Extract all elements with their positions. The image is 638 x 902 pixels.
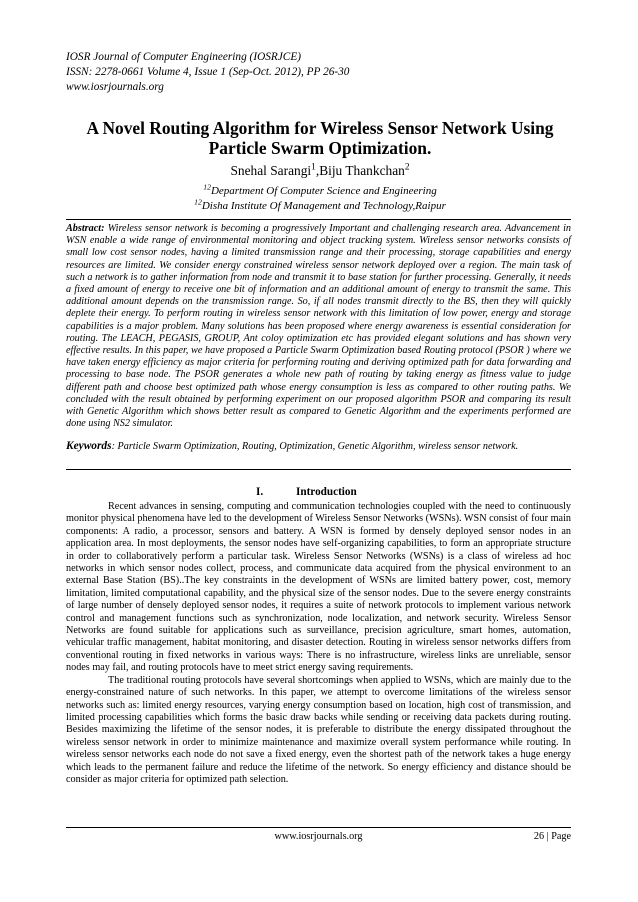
journal-issn: ISSN: 2278-0661 Volume 4, Issue 1 (Sep-Oct. 2012), PP 26-30 — [66, 66, 350, 78]
section-title: Introduction — [296, 486, 357, 498]
abstract-bottom-rule — [66, 469, 571, 470]
paragraph: The traditional routing protocols have several shortcomings when applied to WSNs, which are mainly due to the energy-constrained nature of such networks. In this paper, we attempt to overcome limitations of the wireless sensor networks such as: limited energy resources, varying energy consumption based on location, high cost of transmission, and limited processing capabilities which forms the basic draw backs while sending or receiving data packets during routing. Besides maximizing the lifetime of the sensor nodes, it is preferable to distribute the energy dissipated throughout the wireless sensor network in order to minimize maintenance and maximize overall system performance while routing. In wireless sensor networks each node do not save a fixed energy, even the shortest path of the network takes a huge energy which leads to the permanent failure and reduce the lifetime of the network. So energy efficiency and distance should be consider as major criteria for optimized path selection. — [66, 674, 571, 785]
page-number: 26 | Page — [533, 831, 571, 842]
keywords-text: : Particle Swarm Optimization, Routing, Optimization, Genetic Algorithm, wireless sensor network. — [111, 441, 519, 452]
keywords-label: Keywords — [66, 440, 112, 452]
author-line — [40, 163, 600, 179]
title-line-2: Particle Swarm Optimization. — [208, 138, 432, 158]
introduction-body — [66, 501, 571, 786]
paper-title — [40, 118, 600, 158]
footer-url: www.iosrjournals.org — [274, 831, 363, 842]
section-number: I. — [256, 486, 264, 498]
journal-name: IOSR Journal of Computer Engineering (IOSRJCE) — [66, 51, 301, 63]
affiliation-2 — [40, 199, 600, 213]
affiliation-2-text: Disha Institute Of Management and Technology,Raipur — [201, 200, 446, 212]
title-line-1: A Novel Routing Algorithm for Wireless Sensor Network Using — [86, 118, 554, 138]
paragraph: Recent advances in sensing, computing and communication technologies coupled with the need to continuously monitor physical phenomena have led to the development of Wireless Sensor Networks (WSNs). WSN consist of four main components: A radio, a processor, sensors and battery. A WSN is formed by densely deployed sensor nodes in an application area. In most deployments, the sensor nodes have self-organizing capabilities, to form an appropriate structure in order to collaboratively perform a particular task. Wireless Sensor Networks (WSNs) is a class of wireless ad hoc networks in which sensor nodes collect, process, and communicate data acquired from the physical environment to an external Base Station (BS)..The key constraints in the development of WSNs are limited battery power, cost, memory limitation, limited computational capability, and the physical size of the sensor nodes. Due to the severe energy constraints of large number of densely deployed sensor nodes, it requires a suite of network protocols to implement various network control and management functions such as synchronization, node localization, and network security. Wireless Sensor Networks are found suitable for applications such as surveillance, precision agriculture, smart homes, automation, vehicular traffic management, habitat monitoring, and disaster detection. Routing in wireless sensor networks differs from conventional routing in fixed networks in various ways: There is no infrastructure, wireless links are unreliable, sensor nodes may fail, and routing protocols have to meet strict energy saving requirements. — [66, 501, 571, 674]
affiliation-2-sup: 12 — [194, 197, 202, 207]
abstract-top-rule — [66, 219, 571, 220]
affiliation-1-text: Department Of Computer Science and Engineering — [210, 185, 437, 197]
abstract-text: Wireless sensor network is becoming a progressively Important and challenging research area. Advancement in WSN enable a wide range of environmental monitoring and object tracking system. Wireless sensor networks consists of small low cost sensor nodes, having a limited transmission range and their processing, storage capabilities and energy resources are limited. We consider energy constrained wireless sensor network deployed over a region. The main task of such a network is to gather information from node and transmit it to base station for further processing. Generally, it needs a fixed amount of energy to receive one bit of information and an additional amount of energy to transmit the same. This additional amount depends on the transmission range. So, if all nodes transmit directly to the BS, then they will quickly deplete their energy. To perform routing in wireless sensor network with this limitation of low power, energy and storage capabilities is a major problem. Many solutions has been proposed where energy awareness is essential consideration for routing. The LEACH, PEGASIS, GROUP, Ant coloy optimization etc has provided elegant solutions and has shown very effective results. In this paper, we have proposed a Particle Swarm Optimization based Routing protocol (PSOR ) where we have taken energy efficiency as major criteria for performing routing and deriving optimized path for data forwarding and processing to base node. The PSOR generates a whole new path of routing by taking energy as fitness value to judge different path and choose best optimized path whose energy consumption is less as compared to other routing paths. We concluded with the result obtained by performing experiment on our proposed algorithm PSOR and comparing its result with Genetic Algorithm which shows better result as compared to Genetic Algorithm and the experiments performed are done using NS2 simulator. — [66, 223, 571, 430]
footer-rule — [66, 827, 571, 828]
abstract-block — [66, 223, 571, 430]
author-2-sup: 2 — [404, 162, 410, 173]
abstract-label: Abstract: — [66, 223, 105, 234]
journal-header — [66, 50, 566, 95]
author-separator: , — [315, 163, 320, 178]
affiliation-1 — [40, 184, 600, 198]
author-2: Biju Thankchan — [319, 163, 405, 178]
author-1: Snehal Sarangi — [230, 163, 312, 178]
keywords-block — [66, 440, 571, 453]
affiliation-1-sup: 12 — [203, 182, 211, 192]
journal-url: www.iosrjournals.org — [66, 81, 164, 93]
author-1-sup: 1 — [311, 162, 316, 173]
